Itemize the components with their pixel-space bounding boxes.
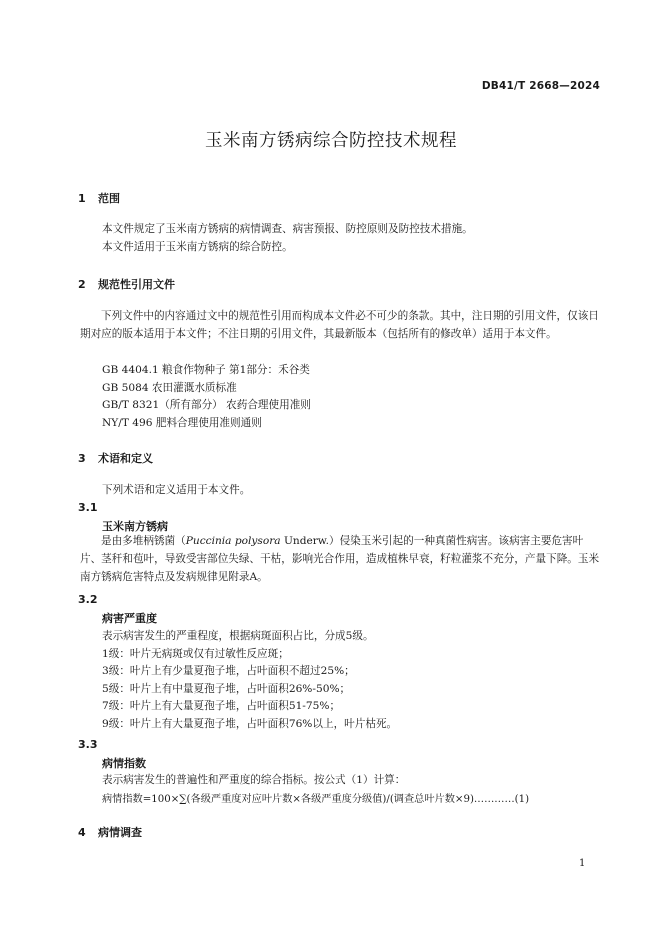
term-definition — [80, 532, 600, 586]
section-1-heading — [78, 190, 120, 206]
paragraph: 本文件适用于玉米南方锈病的综合防控。 — [102, 241, 293, 253]
term-definition: 表示病害发生的严重程度，根据病斑面积占比，分成5级。 — [102, 630, 374, 642]
section-title: 范围 — [98, 192, 120, 205]
clause-number: 3.3 — [78, 738, 98, 751]
section-number: 1 — [78, 192, 86, 205]
section-title: 规范性引用文件 — [98, 278, 175, 291]
severity-level: 7级：叶片上有大量夏孢子堆，占叶面积51-75%； — [102, 700, 341, 712]
term-title: 玉米南方锈病 — [102, 520, 168, 533]
definition-text: 是由多堆柄锈菌（ — [101, 535, 186, 547]
section-2-heading — [78, 276, 175, 292]
section-number: 2 — [78, 278, 86, 291]
severity-level: 1级：叶片无病斑或仅有过敏性反应斑； — [102, 648, 289, 660]
term-title: 病情指数 — [102, 757, 146, 770]
paragraph: 下列文件中的内容通过文中的规范性引用而构成本文件必不可少的条款。其中，注日期的引用文件，仅该日期对应的版本适用于本文件；不注日期的引用文件，其最新版本（包括所有的修改单）适用于本文件。 — [80, 310, 599, 340]
latin-name: Puccinia polysora — [185, 535, 281, 547]
clause-number: 3.2 — [78, 593, 98, 606]
section-title: 病情调查 — [98, 826, 142, 839]
reference-item: GB/T 8321（所有部分） 农药合理使用准则 — [102, 399, 311, 411]
section-4-heading — [78, 824, 142, 840]
term-definition: 表示病害发生的普遍性和严重度的综合指标。按公式（1）计算： — [102, 774, 406, 786]
clause-number: 3.1 — [78, 501, 98, 514]
term-title: 病害严重度 — [102, 612, 157, 625]
reference-item: GB 5084 农田灌溉水质标准 — [102, 382, 237, 394]
severity-level: 5级：叶片上有中量夏孢子堆，占叶面积26%-50%； — [102, 683, 351, 695]
formula: 病情指数=100×∑(各级严重度对应叶片数×各级严重度分级值)/(调查总叶片数×9)…………(1) — [102, 794, 530, 805]
page-number: 1 — [579, 858, 586, 869]
paragraph: 下列术语和定义适用于本文件。 — [102, 484, 251, 496]
section-number: 3 — [78, 452, 86, 465]
paragraph: 本文件规定了玉米南方锈病的病情调查、病害预报、防控原则及防控技术措施。 — [102, 223, 473, 235]
reference-item: GB 4404.1 粮食作物种子 第1部分：禾谷类 — [102, 364, 310, 376]
document-number: DB41/T 2668—2024 — [481, 80, 600, 92]
section-title: 术语和定义 — [98, 452, 153, 465]
reference-item: NY/T 496 肥料合理使用准则通则 — [102, 417, 262, 429]
definition-text: Underw.）侵染玉米引起的一种真菌性病害。该病害主要危害叶片、茎秆和苞叶，导致受害部位失绿、干枯，影响光合作用，造成植株早衰，籽粒灌浆不充分，产量下降。玉米南方锈病危害特点及发病规律见附录A。 — [80, 535, 600, 583]
document-title: 玉米南方锈病综合防控技术规程 — [205, 131, 457, 151]
severity-level: 9级：叶片上有大量夏孢子堆，占叶面积76%以上，叶片枯死。 — [102, 718, 398, 730]
section-3-heading — [78, 450, 153, 466]
severity-level: 3级：叶片上有少量夏孢子堆，占叶面积不超过25%； — [102, 665, 355, 677]
section-number: 4 — [78, 826, 86, 839]
